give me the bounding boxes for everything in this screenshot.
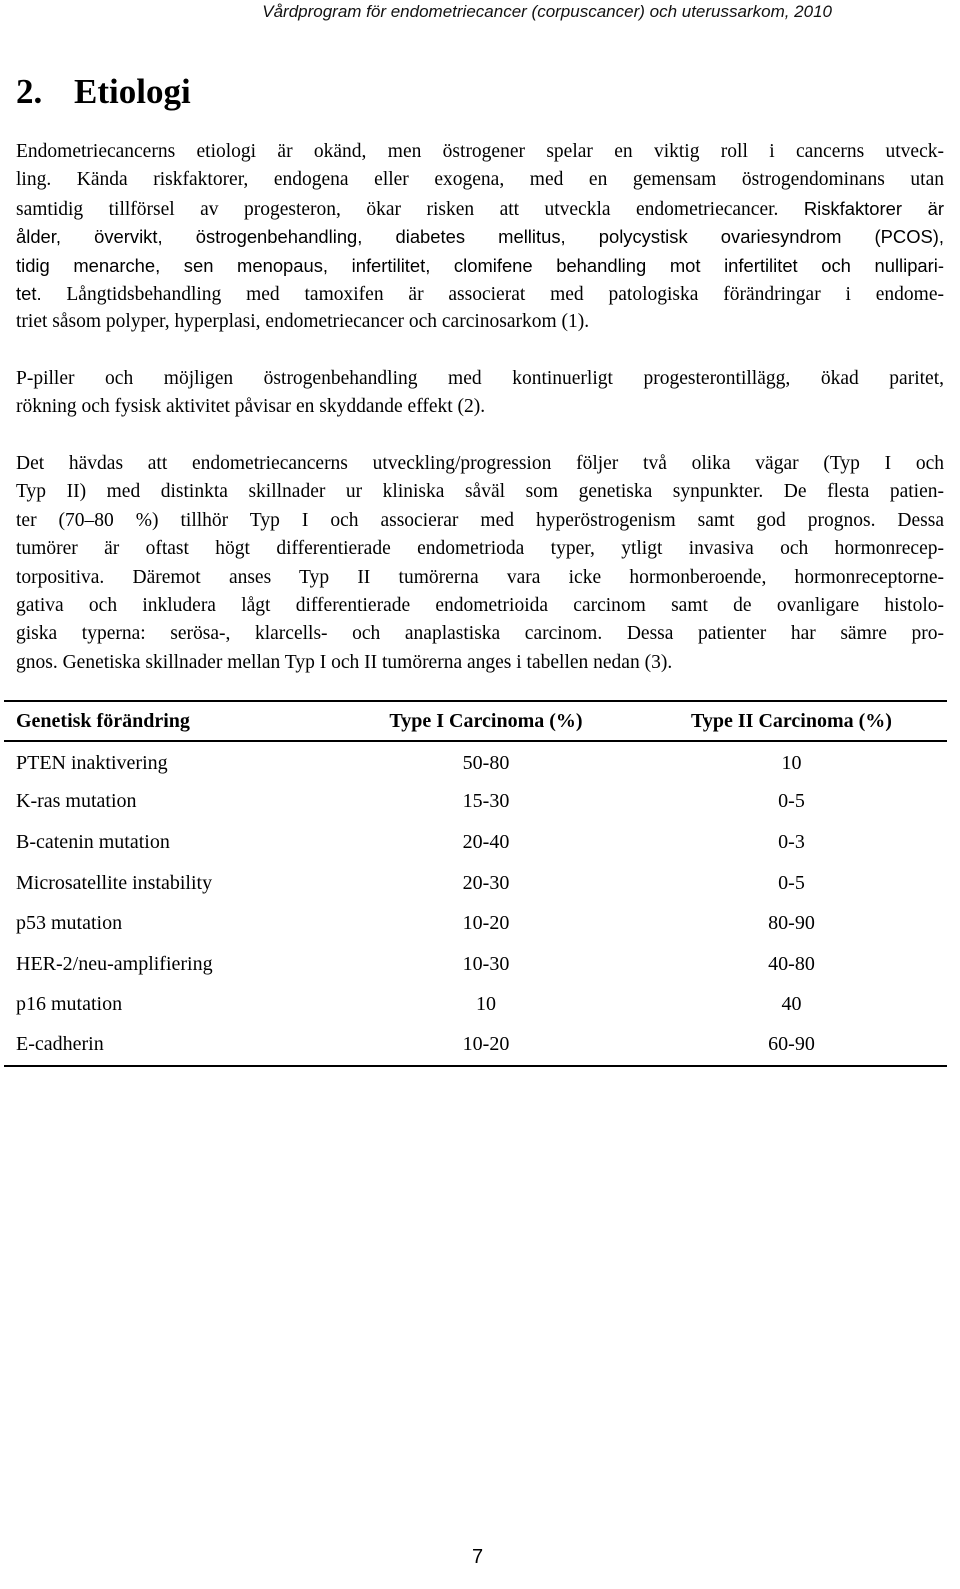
line-segment-sans: Riskfaktorer är bbox=[803, 197, 944, 219]
table-cell-type-2: 40 bbox=[781, 993, 802, 1016]
line-segment: Långtidsbehandling med tamoxifen är associerat med patologiska förändringar i endome- bbox=[41, 283, 944, 305]
table-cell-type-1: 50-80 bbox=[462, 752, 510, 775]
paragraph-line: rökning och fysisk aktivitet påvisar en skyddande effekt (2). bbox=[16, 396, 486, 418]
table-cell-genetic-change: E-cadherin bbox=[16, 1033, 104, 1056]
table-cell-type-2: 10 bbox=[781, 752, 802, 775]
table-cell-type-1: 20-40 bbox=[462, 830, 510, 853]
section-title: Etiologi bbox=[74, 72, 191, 111]
table-row bbox=[4, 903, 947, 944]
section-heading bbox=[16, 70, 191, 114]
paragraph-type-classification bbox=[16, 450, 944, 677]
genetic-changes-table bbox=[4, 700, 947, 1067]
paragraph-line: ling. Kända riskfaktorer, endogena eller exogena, med en gemensam östrogendominans utan bbox=[16, 169, 944, 191]
table-row bbox=[4, 782, 947, 823]
section-number: 2. bbox=[16, 72, 43, 111]
table-row bbox=[4, 822, 947, 863]
table-cell-type-2: 0-5 bbox=[778, 790, 805, 813]
table-cell-type-2: 40-80 bbox=[768, 952, 815, 975]
header-divider bbox=[0, 32, 960, 33]
table-cell-genetic-change: p53 mutation bbox=[16, 912, 123, 935]
paragraph-line: ålder, övervikt, östrogenbehandling, diabetes mellitus, polycystisk ovariesyndrom (PCOS), bbox=[16, 226, 944, 248]
paragraph-line bbox=[16, 195, 944, 223]
table-cell-type-1: 10 bbox=[476, 993, 496, 1016]
paragraph-line: giska typerna: serösa-, klarcells- och anaplastiska carcinom. Dessa patienter har sämre pro- bbox=[16, 623, 944, 645]
table-cell-type-1: 10-30 bbox=[462, 952, 510, 975]
table-header-row bbox=[4, 701, 947, 741]
paragraph-line: ter (70–80 %) tillhör Typ I och associerar med hyperöstrogenism samt god prognos. Dessa bbox=[16, 509, 944, 531]
table-cell-genetic-change: K-ras mutation bbox=[16, 790, 137, 813]
table-cell-genetic-change: HER-2/neu-amplifiering bbox=[16, 952, 213, 975]
table-cell-type-2: 0-5 bbox=[778, 871, 805, 894]
table-cell-type-1: 10-20 bbox=[462, 912, 510, 935]
table-cell-type-2: 60-90 bbox=[768, 1033, 815, 1056]
paragraph-line: gativa och inkludera lågt differentierade endometrioida carcinom samt de ovanligare histolo- bbox=[16, 594, 944, 616]
table-cell-type-1: 15-30 bbox=[462, 790, 510, 813]
paragraph-line: triet såsom polyper, hyperplasi, endometriecancer och carcinosarkom (1). bbox=[16, 311, 590, 333]
line-segment: samtidig tillförsel av progesteron, ökar risken att utveckla endometriecancer. bbox=[16, 198, 804, 220]
paragraph-line: tumörer är oftast högt differentierade endometrioda typer, ytligt invasiva och hormonrecep- bbox=[16, 538, 944, 560]
paragraph-line: Endometriecancerns etiologi är okänd, men östrogener spelar en viktig roll i cancerns utveck- bbox=[16, 141, 944, 162]
column-header-type-1: Type I Carcinoma (%) bbox=[389, 709, 583, 732]
table-row bbox=[4, 741, 947, 782]
table-cell-type-1: 10-20 bbox=[462, 1033, 510, 1056]
paragraph-line: tidig menarche, sen menopaus, infertilitet, clomifene behandling mot infertilitet och nullipari- bbox=[16, 254, 944, 276]
paragraph-line: Det hävdas att endometriecancerns utveckling/progression följer två olika vägar (Typ I och bbox=[16, 453, 944, 474]
table-cell-type-2: 80-90 bbox=[768, 912, 815, 935]
column-header-genetic-change: Genetisk förändring bbox=[16, 709, 190, 732]
table-row bbox=[4, 1025, 947, 1066]
table-cell-genetic-change: p16 mutation bbox=[16, 993, 123, 1016]
line-segment-sans: tet. bbox=[16, 282, 42, 304]
paragraph-line: gnos. Genetiska skillnader mellan Typ I och II tumörerna anges i tabellen nedan (3). bbox=[16, 651, 673, 673]
paragraph-protective-factors bbox=[16, 365, 944, 422]
page-number: 7 bbox=[472, 1546, 484, 1568]
paragraph-line: P-piller och möjligen östrogenbehandling med kontinuerligt progesterontillägg, ökad paritet, bbox=[16, 368, 944, 389]
table-cell-type-2: 0-3 bbox=[778, 830, 805, 853]
table-cell-genetic-change: PTEN inaktivering bbox=[16, 752, 168, 775]
paragraph-line: torpositiva. Däremot anses Typ II tumörerna vara icke hormonberoende, hormonreceptorne- bbox=[16, 566, 944, 588]
paragraph-line: Typ II) med distinkta skillnader ur kliniska såväl som genetiska synpunkter. De flesta patien- bbox=[16, 481, 944, 503]
table-row bbox=[4, 863, 947, 904]
table-row bbox=[4, 985, 947, 1026]
table-row bbox=[4, 944, 947, 985]
column-header-type-2: Type II Carcinoma (%) bbox=[691, 709, 892, 732]
table-cell-genetic-change: Microsatellite instability bbox=[16, 871, 213, 894]
table-cell-genetic-change: B-catenin mutation bbox=[16, 830, 170, 853]
paragraph-line bbox=[16, 280, 944, 308]
paragraph-etiology-intro bbox=[16, 138, 944, 337]
running-header: Vårdprogram för endometriecancer (corpuscancer) och uterussarkom, 2010 bbox=[262, 2, 832, 21]
table-cell-type-1: 20-30 bbox=[462, 871, 510, 894]
